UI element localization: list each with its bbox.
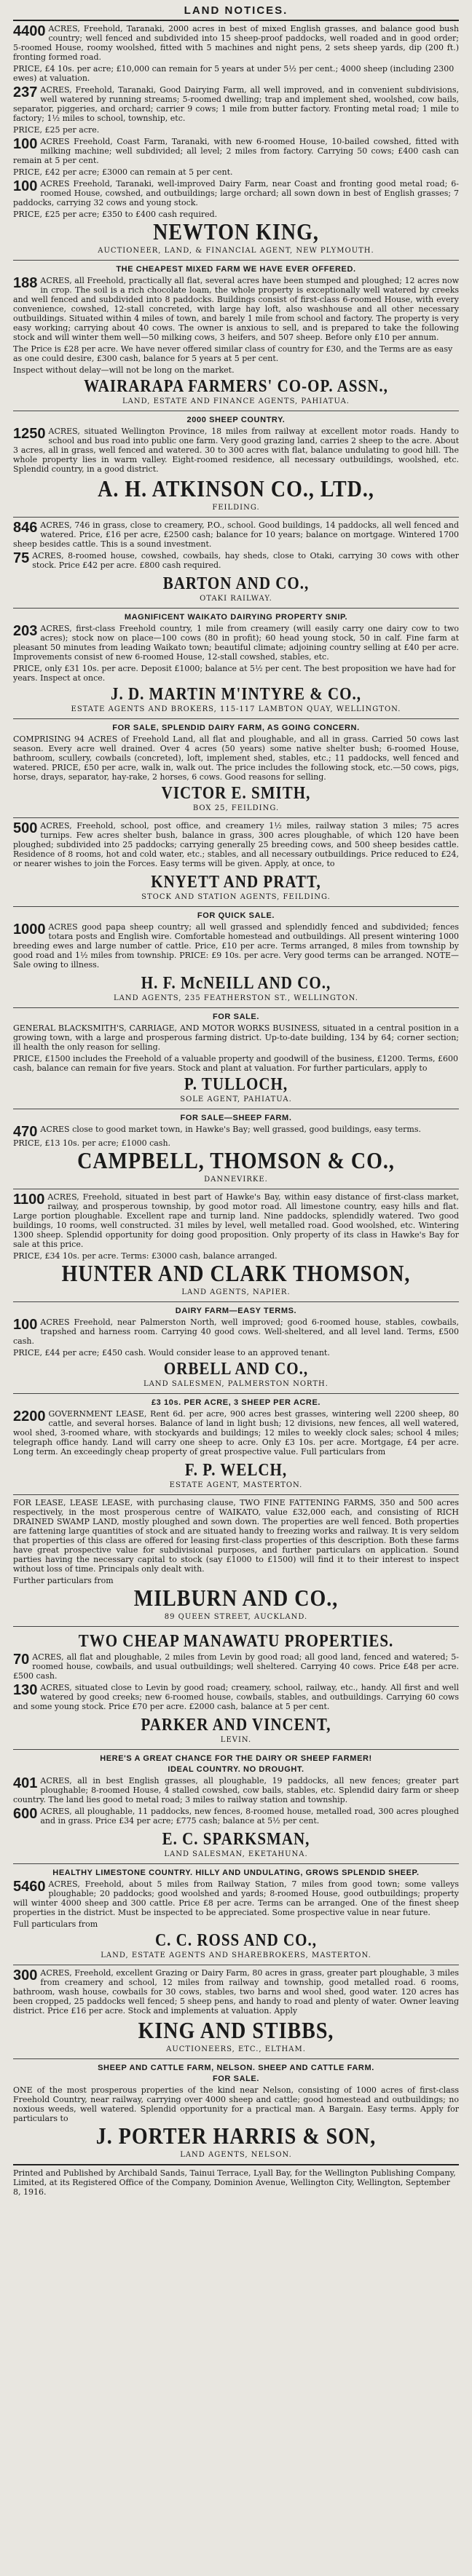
ad-headline: THE CHEAPEST MIXED FARM WE HAVE EVER OFFERED.	[116, 265, 356, 274]
advertisement	[13, 1863, 459, 1965]
advertisement	[13, 1626, 459, 1749]
acreage-figure: 70	[13, 1652, 30, 1668]
listing-description: ACRES close to good market town, in Hawke's Bay; well grassed, good buildings, easy terms.	[40, 1125, 421, 1134]
acreage-figure: 4400	[13, 23, 46, 39]
agent-name: MILBURN AND CO.,	[133, 1585, 339, 1612]
acreage-figure: 188	[13, 275, 38, 291]
listing-description: ACRES, all in best English grasses, all ploughable, 19 paddocks, all new fences; greater part ploughable; 8-roomed House, 4 stalled cowshed, cow bails, stables, etc. Splendid dairy farm or sheep country. The land lies good to metal road; 3 miles to railway station and township.	[13, 1776, 459, 1804]
agent-name: E. C. SPARKSMAN,	[162, 1828, 310, 1849]
agent-name: KNYETT AND PRATT,	[151, 871, 321, 892]
price-line: PRICE, £34 10s. per acre. Terms: £3000 cash, balance arranged.	[13, 1251, 278, 1261]
advertisement	[13, 1189, 459, 1301]
agent-address: LEVIN.	[220, 1736, 252, 1744]
agent-name: A. H. ATKINSON CO., LTD.,	[98, 476, 374, 503]
agent-name: PARKER AND VINCENT,	[141, 1714, 331, 1735]
advertisement	[13, 817, 459, 906]
advertisement	[13, 1393, 459, 1494]
acreage-figure: 846	[13, 520, 38, 536]
listing-text	[13, 85, 459, 123]
price-line: PRICE, only £31 10s. per acre. Deposit £1000; balance at 5½ per cent. The best proposition we have had for years. Inspect at once.	[13, 664, 456, 683]
acreage-figure: 2200	[13, 1408, 46, 1424]
listing-text	[13, 276, 459, 342]
listing-description: ACRES, all flat and ploughable, 2 miles from Levin by good road; all good land, fenced and watered; 5-roomed house, cowbails, and usual outbuildings; well sheltered. Carrying 40 cows. Price £48 per acre. £500 cash.	[13, 1652, 459, 1681]
agent-address: AUCTIONEER, LAND, & FINANCIAL AGENT, NEW PLYMOUTH.	[98, 247, 374, 255]
agent-address: LAND AGENTS, 235 FEATHERSTON ST., WELLINGTON.	[114, 994, 358, 1002]
listing-text	[13, 179, 459, 207]
listing-text	[13, 1968, 459, 2016]
agent-name: VICTOR E. SMITH,	[161, 782, 311, 803]
price-line: Inspect without delay—will not be long on the market.	[13, 365, 235, 375]
listing-text	[13, 821, 459, 868]
listing-text	[13, 1879, 459, 1917]
acreage-figure: 300	[13, 1967, 38, 1983]
ad-headline: FOR SALE.	[212, 1012, 260, 1021]
agent-address: OTAKI RAILWAY.	[200, 595, 272, 603]
acreage-figure: 470	[13, 1124, 38, 1140]
ad-headline: £3 10s. PER ACRE, 3 SHEEP PER ACRE.	[151, 1398, 321, 1407]
agent-address: LAND SALESMAN, EKETAHUNA.	[164, 1850, 308, 1858]
agent-address: LAND, ESTATE AND FINANCE AGENTS, PAHIATUA.	[122, 397, 350, 405]
acreage-figure: 237	[13, 84, 38, 100]
acreage-figure: 100	[13, 1317, 38, 1333]
agent-name: KING AND STIBBS,	[138, 2018, 334, 2045]
masthead: LAND NOTICES.	[184, 4, 288, 17]
price-line: PRICE, £42 per acre; £3000 can remain at 5 per cent.	[13, 167, 233, 177]
listing-description: ACRES, Freehold, about 5 miles from Railway Station, 7 miles from good town; some valleys ploughable; 20 paddocks; good woolshed and yards; 8-roomed House, good outbuildings; property will winter 4000 sheep and 300 cattle. Price £8 per acre. Terms can be arranged. One of the finest sheep properties in the district. Must be inspected to be appreciated. Some prospective value in near future.	[13, 1879, 459, 1917]
listing-text	[13, 427, 459, 474]
listing-description: COMPRISING 94 ACRES of Freehold Land, all flat and ploughable, and all in grass. Carried 50 cows last season. Every acre well drained. Over 4 acres (50 years) some native shelter bush; 6-roomed House, bathroom, scullery, cowbails (concreted), loft, implement shed, stables, etc.; 11 paddocks, well fenced and watered. PRICE, £50 per acre, walk in, walk out. The price includes the following stock, etc.—50 cows, pigs, horse, drays, separator, hay-rake, 2 horses, 6 cows. Good reasons for selling.	[13, 734, 459, 782]
listing-description: ACRES good papa sheep country; all well grassed and splendidly fenced and subdivided; fences totara posts and English wire. Comfortable homestead and outbuildings. All present wintering 1000 breeding ewes and large number of cattle. Price, £10 per acre. Terms arranged, 8 miles from township by good road and 1½ miles from township. PRICE: £9 10s. per acre. Very good terms can be arranged. NOTE—Sale owing to illness.	[13, 922, 459, 970]
ad-headline: 2000 SHEEP COUNTRY.	[186, 416, 286, 424]
listing-text	[13, 2085, 459, 2123]
ad-subheadline: IDEAL COUNTRY. NO DROUGHT.	[168, 1765, 304, 1774]
agent-address: LAND AGENTS, NAPIER.	[181, 1288, 291, 1296]
listing-text	[13, 1498, 459, 1574]
acreage-figure: 100	[13, 178, 38, 194]
listing-description: GOVERNMENT LEASE, Rent 6d. per acre, 900 acres best grasses, wintering well 2200 sheep, 80 cattle, and several horses. Balance of land in light bush; 12 divisions, new fences, all well watered, wool shed, 3-roomed whare, with stockyards and buildings; 12 miles to weekly clock sales; school 4 miles; telegraph office handy. Land will carry one sheep to acre. Only £3 10s. per acre. Mortgage, £4 per acre. Long term. An exceedingly cheap property of great prospective value. Full particulars from	[13, 1409, 459, 1457]
advertisement	[13, 718, 459, 817]
listing-text	[13, 1807, 459, 1826]
agent-name: J. D. MARTIN M'INTYRE & CO.,	[110, 683, 361, 704]
agent-address: ESTATE AGENT, MASTERTON.	[169, 1481, 303, 1489]
acreage-figure: 130	[13, 1682, 38, 1698]
ad-headline: FOR SALE, SPLENDID DAIRY FARM, AS GOING CONCERN.	[112, 724, 360, 732]
agent-address: LAND AGENTS, NELSON.	[180, 2151, 292, 2159]
acreage-figure: 1250	[13, 426, 46, 442]
listing-description: ACRES, situated close to Levin by good road; creamery, school, railway, etc., handy. All first and well watered by good creeks; new 6-roomed house, cowbails, stables, and outbuildings. Carrying 60 cows and some young stock. Price £70 per acre. £2000 cash, balance at 5 per cent.	[13, 1683, 459, 1711]
advertisement	[13, 411, 459, 517]
advertisement	[13, 608, 459, 718]
advertisement	[13, 1749, 459, 1863]
price-line: Further particulars from	[13, 1576, 114, 1585]
price-line: Full particulars from	[13, 1919, 98, 1929]
advertisement	[13, 1007, 459, 1109]
listing-text	[13, 520, 459, 549]
listing-description: ACRES, situated Wellington Province, 18 miles from railway at excellent motor roads. Handy to school and bus road into public one farm. Very good grazing land, carries 2 sheep to the acre. About 3 acres, all in grass, well fenced and watered. 30 to 300 acres with flat, balance undulating to good hill. The whole property lies in warm valley. Eight-roomed residence, all necessary outbuildings, woolshed, etc. Splendid country, in a good district.	[13, 427, 459, 474]
listing-description: ACRES, Freehold, school, post office, and creamery 1½ miles, railway station 3 miles; 75 acres turnips. Few acres shelter bush, balance in grass, 300 acres ploughable, of which 120 have been ploughed; subdivided into 25 paddocks; carrying generally 25 breeding cows, and 500 sheep besides cattle. Residence of 8 rooms, hot and cold water, etc.; stables, and all necessary outbuildings. Price reduced to £24, or nearer wishes to join the Forces. Easy terms will be given. Apply, at once, to	[13, 821, 459, 868]
acreage-figure: 5460	[13, 1879, 46, 1895]
ad-headline: MAGNIFICENT WAIKATO DAIRYING PROPERTY SNIP.	[124, 613, 348, 622]
listing-description: ACRES, first-class Freehold country, 1 mile from creamery (will easily carry one dairy cow to two acres); stock now on place—100 cows (80 in profit); 60 head young stock, 50 in calf. Fine farm at pleasant 50 minutes from leading Waikato town; beautiful climate; adjoining country selling at £40 per acre. Improvements consist of new 6-roomed House, 12-stall cowshed, stables, etc.	[13, 624, 459, 662]
agent-address: DANNEVIRKE.	[204, 1176, 268, 1184]
ad-headline: HEALTHY LIMESTONE COUNTRY. HILLY AND UNDULATING, GROWS SPLENDID SHEEP.	[52, 1868, 420, 1877]
agent-name: HUNTER AND CLARK THOMSON,	[61, 1261, 411, 1288]
price-line: PRICE, £1500 includes the Freehold of a valuable property and goodwill of the business, £1200. Terms, £600 cash, balance can remain for five years. Stock and plant at valuation. For further particulars, apply to	[13, 1054, 458, 1073]
price-line: PRICE, £4 10s. per acre; £10,000 can remain for 5 years at under 5½ per cent.; 4000 sheep (including 2300 ewes) at valuation.	[13, 64, 455, 83]
acreage-figure: 500	[13, 820, 38, 836]
listing-description: ACRES, Freehold, situated in best part of Hawke's Bay, within easy distance of first-class market, railway, and prosperous township, by good motor road. All limestone country, easy hills and flat. Large portion ploughable. Excellent rape and turnip land. Nine paddocks, splendidly watered. Two good buildings, 10 rooms, well constructed. 31 miles by level, well metalled road. Good woolshed, etc. Wintering 1300 sheep. Splendid opportunity for doing good proposition. Only property of its class in Hawke's Bay for sale at this price.	[13, 1192, 459, 1249]
agent-address: FEILDING.	[212, 504, 260, 512]
listing-description: GENERAL BLACKSMITH'S, CARRIAGE, AND MOTOR WORKS BUSINESS, situated in a central position in a growing town, with a large and prosperous farming district. Up-to-date building, 134 by 64; corner section; ill health the only reason for selling.	[13, 1023, 459, 1052]
listing-text	[13, 1683, 459, 1711]
agent-address: STOCK AND STATION AGENTS, FEILDING.	[141, 893, 331, 901]
agent-address: 89 QUEEN STREET, AUCKLAND.	[164, 1613, 308, 1621]
agent-name: NEWTON KING,	[153, 219, 319, 246]
agent-name: BARTON AND CO.,	[162, 573, 310, 593]
price-line: PRICE, £44 per acre; £450 cash. Would consider lease to an approved tenant.	[13, 1348, 330, 1358]
agent-name: C. C. ROSS AND CO.,	[154, 1930, 318, 1950]
listing-text	[13, 24, 459, 62]
agent-address: LAND SALESMEN, PALMERSTON NORTH.	[143, 1380, 329, 1388]
listing-text	[13, 624, 459, 662]
listing-description: ACRES, all ploughable, 11 paddocks, new fences, 8-roomed house, metalled road, 300 acres ploughed and in grass. Price £34 per acre; £775 cash; balance at 5½ per cent.	[40, 1807, 459, 1826]
listing-description: ACRES, 746 in grass, close to creamery, P.O., school. Good buildings, 14 paddocks, all well fenced and watered. Price, £16 per acre, £2500 cash; balance for 10 years; balance on mortgage. Wintered 1700 sheep besides cattle. This is a sound investment.	[13, 520, 459, 549]
ad-headline: FOR SALE—SHEEP FARM.	[180, 1114, 292, 1122]
listing-text	[13, 1409, 459, 1457]
listing-description: ACRES, Freehold, Taranaki, 2000 acres in best of mixed English grasses, and balance good bush country; well fenced and subdivided into 15 sheep-proof paddocks, well roaded and in good order; 5-roomed House, roomy woolshed, fitted with 5 machines and night pens, 2 sets sheep yards, dip (200 ft.) fronting formed road.	[13, 24, 459, 62]
listing-text	[13, 1652, 459, 1681]
agent-name: WAIRARAPA FARMERS' CO-OP. ASSN.,	[84, 376, 388, 396]
listing-text	[13, 734, 459, 782]
acreage-figure: 401	[13, 1775, 38, 1791]
listing-description: ACRES Freehold, Coast Farm, Taranaki, with new 6-roomed House, 10-bailed cowshed, fitted with milking machine; well subdivided; all level; 2 miles from factory. Carrying 50 cows; £400 cash can remain at 5 per cent.	[13, 137, 459, 165]
listing-text	[13, 1023, 459, 1052]
listing-text	[13, 551, 459, 570]
agent-name: CAMPBELL, THOMSON & CO.,	[77, 1148, 395, 1175]
advertisement	[13, 1494, 459, 1626]
ad-headline: FOR QUICK SALE.	[197, 911, 275, 920]
acreage-figure: 600	[13, 1806, 38, 1822]
advertisement	[13, 517, 459, 608]
listing-description: ACRES, all Freehold, practically all flat, several acres have been stumped and ploughed; 12 acres now in crop. The soil is a rich chocolate loam, the whole property is exceptionally well watered by creeks and well fenced and subdivided into 8 paddocks. Buildings consist of first-class 6-roomed House, with every convenience, cowshed, 12-stall concreted, with large hay loft, also washhouse and all other necessary outbuildings. Situated within 4 miles of town, and barely 1 mile from school and factory. The property is very easy working; carrying about 40 cows. The owner is anxious to sell, and is prepared to take the following stock and will winter them well—50 milking cows, 3 heifers, and 507 sheep. Before only £10 per annum.	[13, 276, 459, 342]
listing-description: ACRES, Freehold, Taranaki, Good Dairying Farm, all well improved, and in convenient subdivisions, well watered by running streams; 5-roomed dwelling; trap and implement shed, woolshed, cow bails, separator, piggeries, and orchard; carrier 9 cows; 1 mile from butter factory. Fronting metal road; 1 mile to factory; 1½ miles to school, township, etc.	[13, 85, 459, 123]
listing-description: ACRES, 8-roomed house, cowshed, cowbails, hay sheds, close to Otaki, carrying 30 cows with other stock. Price £42 per acre. £800 cash required.	[32, 551, 459, 570]
agent-address: ESTATE AGENTS AND BROKERS, 115-117 LAMBTON QUAY, WELLINGTON.	[71, 705, 401, 713]
advertisement	[13, 1301, 459, 1393]
acreage-figure: 75	[13, 550, 30, 566]
listing-description: ACRES Freehold, Taranaki, well-improved Dairy Farm, near Coast and fronting good metal road; 6-roomed House, cowshed, and outbuildings; large orchard; all sown down in best of English grasses; 7 paddocks, carrying 32 cows and young stock.	[13, 179, 459, 207]
advertisement	[13, 260, 459, 411]
advertisement	[13, 906, 459, 1007]
ad-banner: TWO CHEAP MANAWATU PROPERTIES.	[78, 1630, 394, 1651]
listing-description: ACRES, Freehold, excellent Grazing or Dairy Farm, 80 acres in grass, greater part ploughable, 3 miles from creamery and school, 12 miles from railway and township, good metalled road. 6 rooms, bathroom, wash house, cowbails for 30 cows, stables, two barns and wool shed, good water. 120 acres has been cropped, 25 paddocks well fenced; 5 sheep pens, and handy to road and plenty of water. Owner leaving district. Price £16 per acre. Stock and implements at valuation. Apply	[13, 1968, 459, 2016]
advertisement	[13, 1109, 459, 1189]
agent-name: ORBELL AND CO.,	[163, 1358, 309, 1379]
acreage-figure: 100	[13, 136, 38, 152]
price-line: PRICE, £25 per acre; £350 to £400 cash required.	[13, 210, 218, 219]
listing-description: ACRES Freehold, near Palmerston North, well improved; good 6-roomed house, stables, cowbails, trapshed and harness room. Carrying 40 good cows. Well-sheltered, and all level land. Terms, £500 cash.	[13, 1317, 459, 1346]
price-line: PRICE, £13 10s. per acre; £1000 cash.	[13, 1138, 171, 1148]
price-line: The Price is £28 per acre. We have never offered similar class of country for £30, and the Terms are as easy as one could desire, £300 cash, balance for 5 years at 5 per cent.	[13, 344, 453, 363]
listing-text	[13, 1317, 459, 1346]
acreage-figure: 1000	[13, 922, 46, 938]
agent-name: H. F. McNEILL AND CO.,	[141, 972, 331, 993]
ads-column	[13, 20, 459, 2164]
agent-name: F. P. WELCH,	[184, 1459, 288, 1480]
ad-subheadline: FOR SALE.	[212, 2074, 260, 2083]
acreage-figure: 1100	[13, 1192, 45, 1208]
listing-text	[13, 1192, 459, 1249]
ad-headline: HERE'S A GREAT CHANCE FOR THE DAIRY OR SHEEP FARMER!	[100, 1754, 372, 1763]
listing-text	[13, 1776, 459, 1804]
agent-address: SOLE AGENT, PAHIATUA.	[180, 1095, 292, 1103]
advertisement	[13, 20, 459, 260]
listing-text	[13, 137, 459, 165]
listing-description: FOR LEASE, LEASE LEASE, with purchasing clause, TWO FINE FATTENING FARMS, 350 and 500 acres respectively, in the most prosperous centre of WAIKATO, value £32,000 each, and consisting of RICH DRAINED SWAMP LAND, mostly ploughed and sown down. The properties are well fenced. Both properties are fattening large quantities of stock and are situated handy to freezing works and railway. It is very seldom that properties of this class are offered for leasing first-class properties of this description. Both these farms have great prospective value for subdivisional purposes, and further particulars on application. Sound parties having the necessary capital to stock (say £1000 to £1500) will find it to their interest to inspect without loss of time. Principals only dealt with.	[13, 1498, 459, 1574]
agent-address: LAND, ESTATE AGENTS AND SHAREBROKERS, MASTERTON.	[101, 1951, 371, 1959]
ad-headline: SHEEP AND CATTLE FARM, NELSON. SHEEP AND CATTLE FARM.	[98, 2064, 374, 2072]
agent-address: BOX 25, FEILDING.	[192, 804, 280, 812]
agent-name: J. PORTER HARRIS & SON,	[95, 2123, 377, 2150]
price-line: PRICE, £25 per acre.	[13, 125, 100, 135]
agent-address: AUCTIONEERS, ETC., ELTHAM.	[166, 2045, 306, 2053]
ad-headline: DAIRY FARM—EASY TERMS.	[175, 1307, 297, 1315]
advertisement	[13, 1965, 459, 2058]
imprint-footer: Printed and Published by Archibald Sands, Tainui Terrace, Lyall Bay, for the Wellington Publishing Company, Limited, at its Registered Office of the Company, Dominion Avenue, Wellington City, Wellington, September 8, 1916.	[13, 2164, 459, 2197]
listing-text	[13, 922, 459, 970]
listing-description: ONE of the most prosperous properties of the kind near Nelson, consisting of 1000 acres of first-class Freehold Country, near railway, carrying over 4000 sheep and cattle; good homestead and outbuildings; no noxious weeds, well watered. Splendid opportunity for a practical man. A Bargain. Easy terms. Apply for particulars to	[13, 2085, 459, 2123]
advertisement	[13, 2058, 459, 2164]
acreage-figure: 203	[13, 623, 38, 639]
listing-text	[13, 1124, 459, 1140]
agent-name: P. TULLOCH,	[184, 1074, 288, 1094]
